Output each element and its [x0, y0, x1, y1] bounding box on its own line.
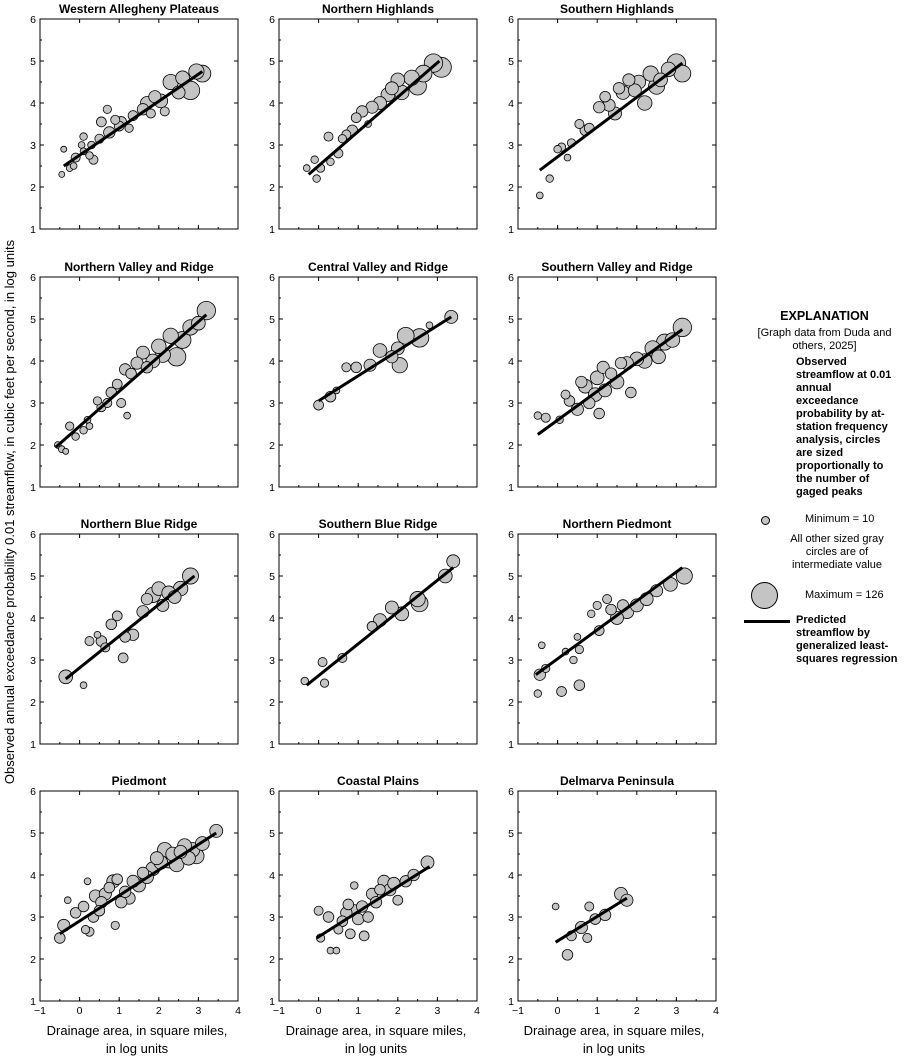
y-tick-label: 4 [30, 870, 36, 882]
y-tick-label: 1 [269, 996, 275, 1008]
data-point [606, 604, 617, 615]
legend [742, 310, 907, 666]
y-tick-label: 5 [269, 314, 275, 326]
data-point [318, 658, 327, 667]
data-point [63, 448, 69, 454]
data-point [64, 897, 71, 904]
plot-frame [518, 19, 716, 229]
y-tick-label: 4 [508, 356, 514, 368]
data-point [103, 105, 111, 113]
data-point [141, 593, 152, 604]
data-point [351, 362, 362, 373]
x-tick-label: 2 [155, 1005, 162, 1017]
panel [30, 774, 241, 1017]
y-tick-label: 3 [269, 140, 275, 152]
data-point [80, 682, 87, 689]
x-axis-label-line1: Drainage area, in square miles, [285, 1023, 467, 1038]
plot-frame [279, 534, 477, 744]
legend-maximum-circle [751, 582, 778, 609]
panel [508, 260, 716, 494]
legend-minimum-label: Minimum = 10 [805, 513, 875, 525]
x-axis-label-line2: in log units [582, 1041, 646, 1056]
x-tick-label: 0 [76, 1005, 83, 1017]
y-tick-label: 1 [269, 739, 275, 751]
data-point [350, 882, 358, 890]
regression-line [536, 568, 683, 675]
y-tick-label: 6 [269, 786, 275, 798]
regression-line [60, 833, 216, 934]
data-point [124, 412, 131, 419]
legend-regression-row [742, 614, 907, 666]
x-tick-label: 1 [594, 1005, 601, 1017]
y-tick-label: 1 [508, 996, 514, 1008]
y-tick-label: 6 [269, 14, 275, 26]
data-point [314, 906, 323, 915]
x-tick-label: 1 [116, 1005, 123, 1017]
y-tick-label: 6 [30, 786, 36, 798]
panel-title: Northern Valley and Ridge [64, 260, 214, 274]
y-tick-label: 5 [508, 56, 514, 68]
legend-observed-description: Observed streamflow at 0.01 annual exceedance probability by at-station frequency analysis, circles are sized proportionally to the number of gaged peaks [796, 356, 892, 498]
regression-line [540, 63, 683, 170]
data-point [615, 357, 626, 368]
y-tick-label: 3 [30, 398, 36, 410]
y-tick-label: 1 [269, 224, 275, 236]
y-tick-label: 2 [269, 182, 275, 194]
y-tick-label: 6 [508, 272, 514, 284]
data-point [320, 679, 328, 687]
y-tick-label: 4 [269, 356, 275, 368]
y-tick-label: 4 [508, 613, 514, 625]
x-tick-label: 0 [315, 1005, 322, 1017]
x-tick-label: 1 [355, 1005, 362, 1017]
y-tick-label: 4 [269, 870, 275, 882]
data-point [637, 96, 652, 111]
data-point [534, 690, 542, 698]
y-tick-label: 2 [269, 697, 275, 709]
data-point [447, 555, 460, 568]
y-tick-label: 2 [30, 182, 36, 194]
data-point [66, 422, 74, 430]
data-point [314, 400, 324, 410]
data-point [593, 101, 604, 112]
data-point [623, 74, 635, 86]
x-axis-label-col2 [286, 1023, 467, 1056]
regression-line [66, 576, 195, 679]
plot-frame [518, 534, 716, 744]
y-tick-label: 6 [508, 786, 514, 798]
y-tick-label: 2 [269, 440, 275, 452]
x-axis-label-line1: Drainage area, in square miles, [46, 1023, 228, 1038]
x-tick-label: −1 [34, 1005, 46, 1017]
data-point [59, 171, 65, 177]
legend-source: [Graph data from Duda and others, 2025] [757, 327, 892, 352]
panel-title: Northern Piedmont [562, 517, 672, 531]
data-point [546, 175, 554, 183]
y-tick-label: 2 [269, 954, 275, 966]
y-tick-label: 6 [269, 529, 275, 541]
data-point [94, 631, 101, 638]
data-point [594, 408, 605, 419]
data-point [150, 852, 163, 865]
x-tick-label: 0 [554, 1005, 561, 1017]
data-point [118, 653, 128, 663]
data-point [570, 656, 578, 664]
panel [508, 774, 719, 1017]
panel [508, 2, 716, 236]
data-point [393, 895, 403, 905]
data-point [182, 568, 198, 584]
data-point [345, 929, 355, 939]
panel [269, 517, 477, 751]
data-point [117, 398, 126, 407]
panels [30, 2, 719, 1017]
panel [30, 260, 238, 494]
legend-maximum-label: Maximum = 126 [805, 589, 884, 601]
data-point [613, 83, 624, 94]
y-tick-label: 4 [30, 356, 36, 368]
data-point [81, 925, 89, 933]
data-point [585, 902, 594, 911]
data-point [112, 379, 122, 389]
y-tick-label: 5 [30, 56, 36, 68]
data-point [562, 949, 573, 960]
y-tick-label: 3 [508, 140, 514, 152]
data-point [593, 601, 601, 609]
regression-line [307, 568, 454, 686]
regression-line [309, 61, 440, 174]
y-tick-label: 3 [30, 140, 36, 152]
data-point [311, 156, 319, 164]
y-tick-label: 2 [30, 697, 36, 709]
data-point [587, 610, 595, 618]
data-point [342, 363, 351, 372]
data-point [333, 947, 340, 954]
panel-title: Western Allegheny Plateaus [58, 2, 220, 16]
data-point [112, 874, 123, 885]
data-point [125, 124, 133, 132]
data-point [583, 933, 592, 942]
data-point [536, 192, 543, 199]
y-tick-label: 3 [269, 655, 275, 667]
y-tick-label: 2 [508, 697, 514, 709]
panel-title: Northern Blue Ridge [80, 517, 198, 531]
data-point [359, 931, 369, 941]
y-tick-label: 1 [508, 224, 514, 236]
x-tick-label: 2 [394, 1005, 401, 1017]
y-tick-label: 6 [30, 529, 36, 541]
plot-frame [279, 19, 477, 229]
legend-title: EXPLANATION [780, 309, 869, 323]
y-tick-label: 5 [508, 571, 514, 583]
y-tick-label: 2 [508, 440, 514, 452]
y-tick-label: 1 [30, 224, 36, 236]
data-point [603, 595, 612, 604]
y-tick-label: 5 [508, 314, 514, 326]
y-tick-label: 5 [269, 828, 275, 840]
data-point [626, 387, 637, 398]
data-point [111, 921, 119, 929]
panel [508, 517, 716, 751]
y-tick-label: 6 [30, 14, 36, 26]
data-point [557, 687, 567, 697]
y-tick-label: 1 [508, 482, 514, 494]
x-tick-label: 4 [474, 1005, 480, 1017]
data-point [323, 912, 334, 923]
x-tick-label: −1 [512, 1005, 524, 1017]
data-point [574, 634, 581, 641]
data-point [385, 82, 398, 95]
x-axis-label-line2: in log units [344, 1041, 408, 1056]
data-point [534, 412, 542, 420]
plot-frame [279, 791, 477, 1001]
data-point [61, 146, 67, 152]
panel-title: Central Valley and Ridge [307, 260, 449, 274]
legend-regression-line [744, 620, 790, 623]
panel [269, 260, 477, 494]
data-point [561, 390, 570, 399]
y-tick-label: 5 [269, 56, 275, 68]
panel-title: Southern Valley and Ridge [541, 260, 693, 274]
data-point [541, 413, 550, 422]
y-tick-label: 2 [30, 440, 36, 452]
data-point [303, 165, 310, 172]
legend-minimum-circle [761, 516, 770, 525]
data-point [313, 175, 321, 183]
y-tick-label: 1 [269, 482, 275, 494]
y-tick-label: 2 [508, 182, 514, 194]
y-tick-label: 3 [269, 912, 275, 924]
data-point [552, 903, 559, 910]
x-tick-label: 4 [713, 1005, 719, 1017]
y-tick-label: 4 [508, 870, 514, 882]
panel [30, 517, 238, 751]
data-point [104, 882, 115, 893]
panel-title: Southern Highlands [560, 2, 674, 16]
data-point [54, 933, 65, 944]
data-point [575, 119, 584, 128]
data-point [576, 376, 587, 387]
panel [269, 2, 477, 236]
data-point [600, 91, 611, 102]
legend-minimum-row [742, 513, 907, 529]
x-tick-label: −1 [273, 1005, 285, 1017]
data-point [86, 423, 93, 430]
data-point [111, 115, 120, 124]
data-point [343, 899, 354, 910]
y-tick-label: 5 [508, 828, 514, 840]
data-point [78, 142, 85, 149]
y-tick-label: 5 [30, 828, 36, 840]
panel-title: Piedmont [111, 774, 167, 788]
y-tick-label: 4 [30, 98, 36, 110]
y-tick-label: 1 [30, 739, 36, 751]
data-point [85, 637, 94, 646]
regression-line [56, 315, 206, 447]
y-tick-label: 5 [30, 314, 36, 326]
data-point [538, 642, 545, 649]
y-tick-label: 2 [508, 954, 514, 966]
y-tick-label: 1 [30, 482, 36, 494]
x-tick-label: 3 [673, 1005, 680, 1017]
data-point [554, 145, 562, 153]
x-tick-label: 4 [235, 1005, 241, 1017]
plot-frame [40, 534, 238, 744]
data-point [93, 397, 101, 405]
y-tick-label: 6 [30, 272, 36, 284]
data-point [363, 912, 374, 923]
data-point [375, 884, 386, 895]
legend-maximum-row [742, 582, 907, 610]
y-tick-label: 3 [269, 398, 275, 410]
data-point [84, 878, 91, 885]
panel [30, 2, 238, 236]
y-tick-label: 6 [508, 14, 514, 26]
data-point [160, 107, 169, 116]
y-tick-label: 3 [508, 655, 514, 667]
y-tick-label: 1 [508, 739, 514, 751]
legend-regression-label: Predicted streamflow by generalized least-squares regression [796, 614, 898, 665]
panel-title: Southern Blue Ridge [318, 517, 438, 531]
regression-line [64, 72, 203, 167]
y-tick-label: 5 [30, 571, 36, 583]
data-point [574, 680, 585, 691]
panel-title: Coastal Plains [336, 774, 420, 788]
panel [269, 774, 480, 1017]
y-tick-label: 5 [269, 571, 275, 583]
data-point [80, 133, 88, 141]
y-tick-label: 4 [508, 98, 514, 110]
plot-frame [40, 19, 238, 229]
plot-frame [279, 277, 477, 487]
y-tick-label: 3 [30, 912, 36, 924]
plot-frame [40, 791, 238, 1001]
x-axis-label-col3 [524, 1023, 705, 1056]
y-tick-label: 3 [30, 655, 36, 667]
y-tick-label: 2 [30, 954, 36, 966]
data-point [78, 901, 89, 912]
panel-title: Delmarva Peninsula [559, 774, 675, 788]
y-tick-label: 4 [30, 613, 36, 625]
data-point [564, 154, 571, 161]
regression-line [538, 330, 683, 435]
regression-line [317, 867, 430, 938]
x-tick-label: 2 [633, 1005, 640, 1017]
x-axis-label-col1 [47, 1023, 228, 1056]
x-tick-label: 3 [434, 1005, 441, 1017]
y-tick-label: 6 [269, 272, 275, 284]
y-tick-label: 3 [508, 398, 514, 410]
x-axis-label-line2: in log units [105, 1041, 169, 1056]
data-point [70, 163, 77, 170]
y-tick-label: 4 [269, 613, 275, 625]
legend-intermediate-label: All other sized gray circles are of intermediate value [790, 533, 884, 571]
y-tick-label: 4 [269, 98, 275, 110]
regression-line [319, 317, 452, 401]
data-point [373, 344, 387, 358]
x-axis-label-line1: Drainage area, in square miles, [523, 1023, 705, 1038]
y-axis-label: Observed annual exceedance probability 0.01 streamflow, in cubic feet per second, in log units [2, 239, 17, 785]
y-tick-label: 1 [30, 996, 36, 1008]
y-tick-label: 3 [508, 912, 514, 924]
y-tick-label: 6 [508, 529, 514, 541]
data-point [112, 611, 122, 621]
panel-title: Northern Highlands [321, 2, 435, 16]
x-tick-label: 3 [195, 1005, 202, 1017]
data-point [351, 113, 361, 123]
data-point [96, 117, 106, 127]
data-point [324, 132, 333, 141]
